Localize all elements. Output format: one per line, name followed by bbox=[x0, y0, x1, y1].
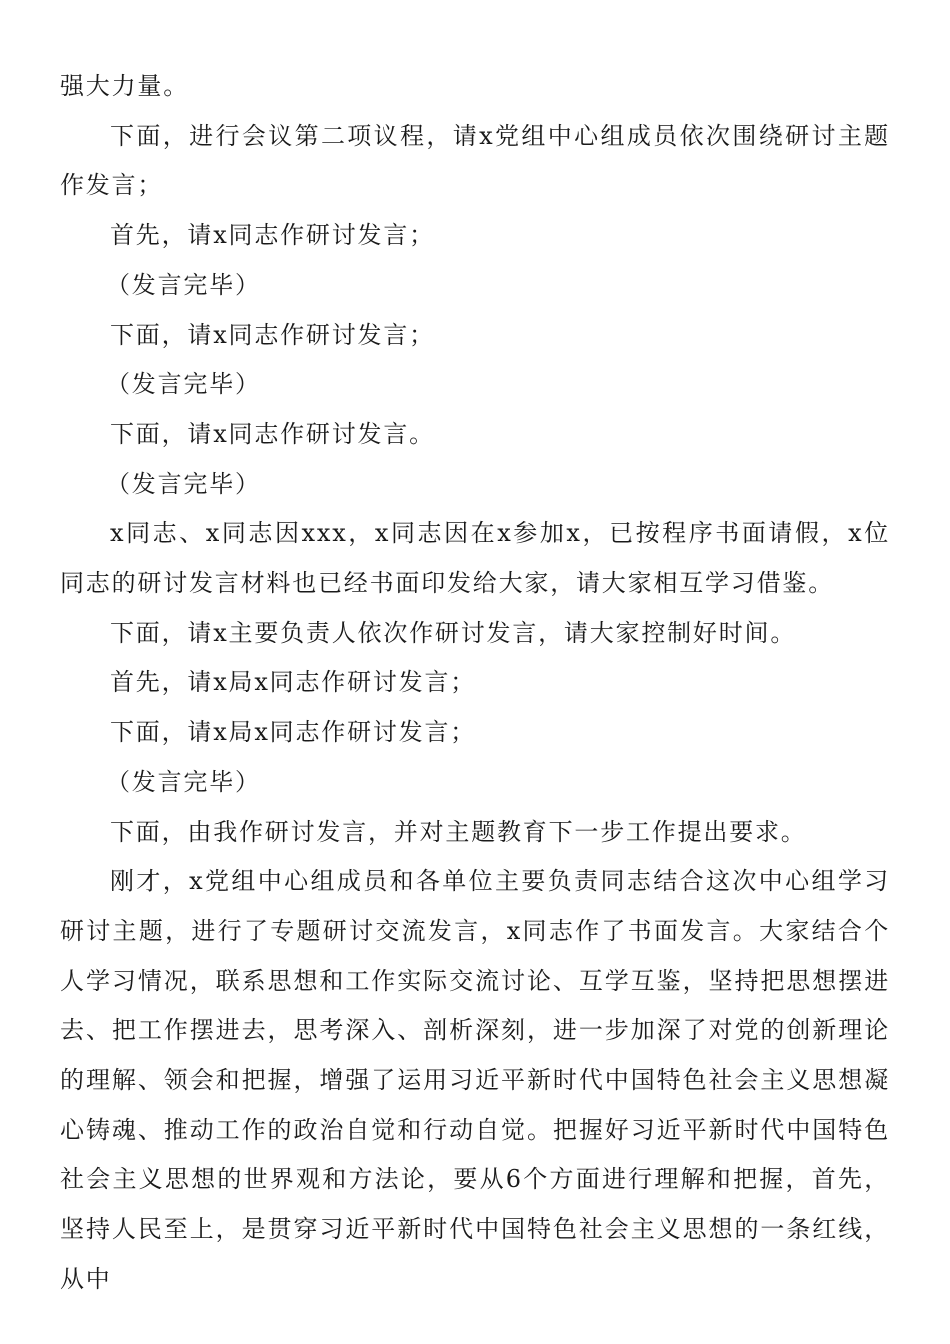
paragraph-speech-finished: （发言完毕） bbox=[106, 767, 261, 796]
paragraph-next-speaker: 下面，请x同志作研讨发言； bbox=[110, 320, 435, 349]
paragraph-summary: 刚才，x党组中心组成员和各单位主要负责同志结合这次中心组学习研讨主题，进行了专题研讨交流发言，x同志作了书面发言。大家结合个人学习情况，联系思想和工作实际交流讨论、互学互鉴，坚持把思想摆进去、把工作摆进去，思考深入、剖析深刻，进一步加深了对党的创新理论的理解、领会和把握，增强了运用习近平新时代中国特色社会主义思想凝心铸魂、推动工作的政治自觉和行动自觉。把握好习近平新时代中国特色社会主义思想的世界观和方法论，要从6个方面进行理解和把握，首先，坚持人民至上，是贯穿习近平新时代中国特色社会主义思想的一条红线，从中 bbox=[60, 867, 890, 1293]
paragraph-speech-finished: （发言完毕） bbox=[106, 469, 261, 498]
paragraph-heads-speak: 下面，请x主要负责人依次作研讨发言，请大家控制好时间。 bbox=[110, 618, 797, 647]
paragraph-speech-finished: （发言完毕） bbox=[106, 370, 261, 399]
paragraph-next-speaker: 下面，请x同志作研讨发言。 bbox=[110, 419, 435, 448]
document-body bbox=[60, 62, 890, 1305]
paragraph-my-speech: 下面，由我作研讨发言，并对主题教育下一步工作提出要求。 bbox=[110, 817, 807, 846]
paragraph-next-bureau-speaker: 下面，请x局x同志作研讨发言； bbox=[110, 718, 477, 747]
paragraph-leave-notice: x同志、x同志因xxx，x同志因在x参加x，已按程序书面请假，x位同志的研讨发言材料也已经书面印发给大家，请大家相互学习借鉴。 bbox=[60, 519, 890, 598]
paragraph-speech-finished: （发言完毕） bbox=[106, 270, 261, 299]
paragraph-agenda-item-two: 下面，进行会议第二项议程，请x党组中心组成员依次围绕研讨主题作发言； bbox=[60, 121, 890, 200]
paragraph-first-bureau-speaker: 首先，请x局x同志作研讨发言； bbox=[110, 668, 477, 697]
paragraph-first-speaker: 首先，请x同志作研讨发言； bbox=[110, 221, 435, 250]
paragraph-continuation: 强大力量。 bbox=[60, 72, 189, 100]
